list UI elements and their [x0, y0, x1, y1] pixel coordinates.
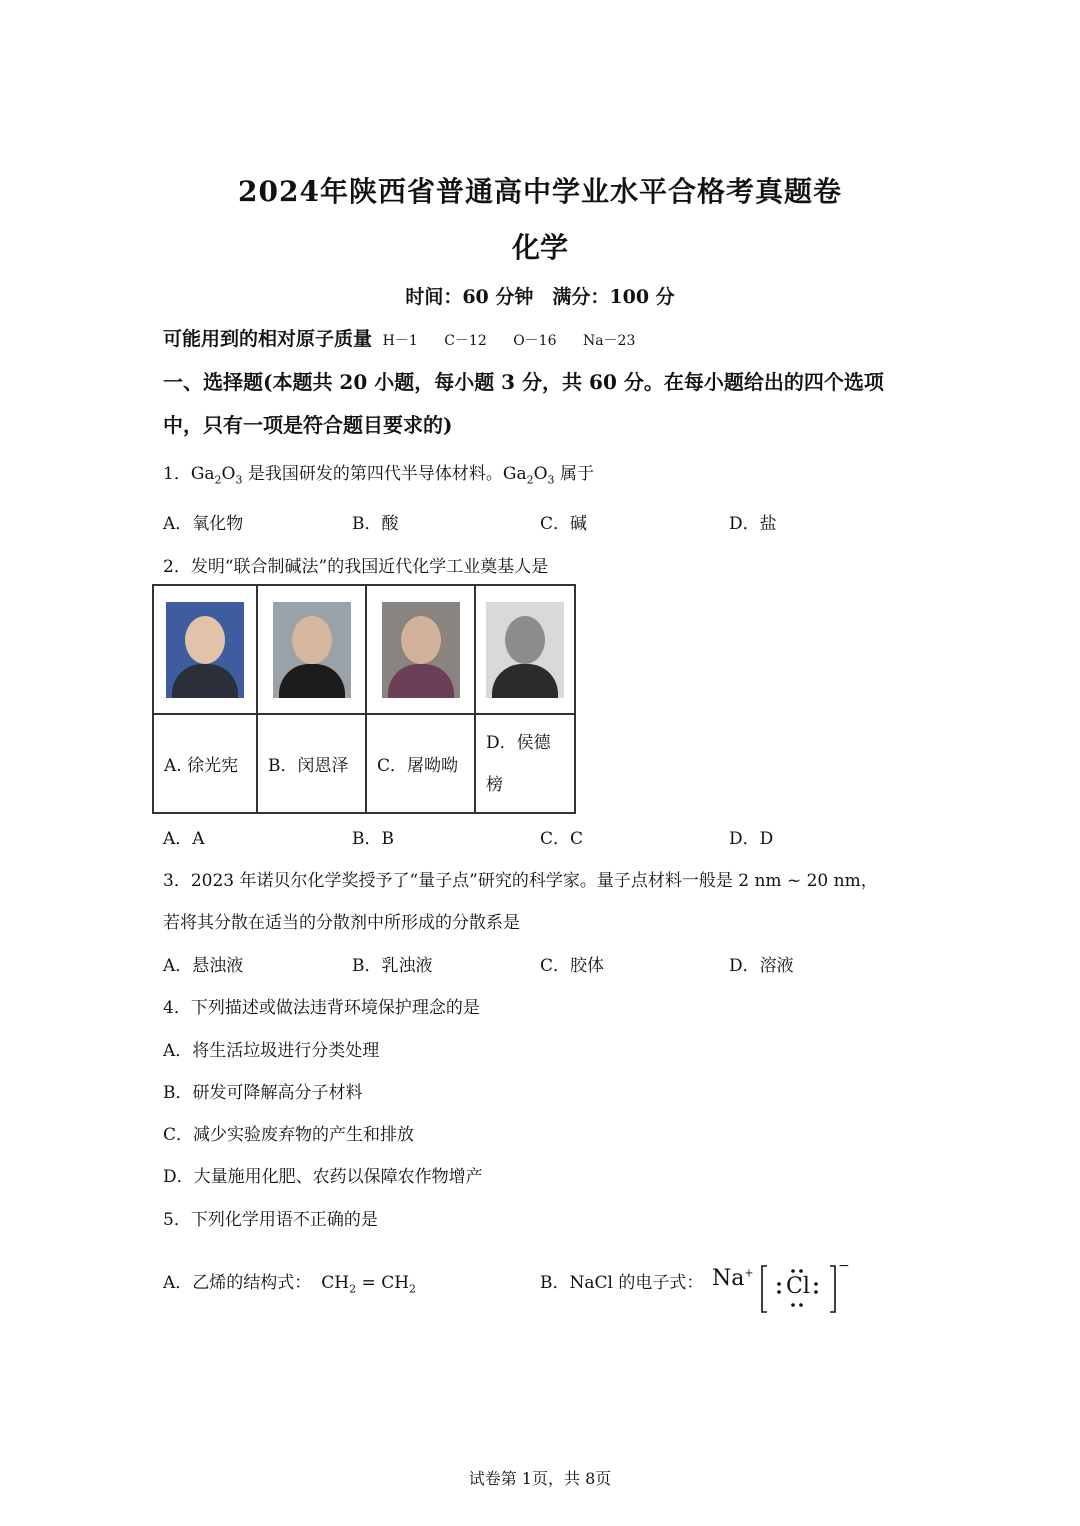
photo-cell-c: [366, 585, 475, 714]
section-heading-line2: 中，只有一项是符合题目要求的): [163, 413, 453, 437]
name-cell-d: [475, 714, 575, 813]
q1-option-c: C．碱: [540, 514, 588, 534]
q3-option-b: B．乳浊液: [352, 956, 433, 976]
q1-text-end: 属于: [554, 464, 594, 484]
name-cell-b: B．闵恩泽: [257, 714, 366, 813]
portrait-b: [273, 602, 351, 698]
question-4: 4．下列描述或做法违背环境保护理念的是: [163, 998, 480, 1018]
page-footer: 试卷第 1页，共 8页: [468, 1469, 612, 1488]
mass-na: Na－23: [582, 333, 636, 349]
q2-option-b: B．B: [352, 829, 394, 849]
sodium-ion: Na+: [712, 1266, 754, 1291]
q1-number: 1．: [163, 464, 191, 484]
section-heading-line1: 一、选择题(本题共 20 小题，每小题 3 分，共 60 分。在每小题给出的四个选项: [163, 370, 884, 394]
q2-option-a: A．A: [163, 829, 205, 849]
chlorine-symbol: Cl: [786, 1274, 810, 1299]
name-cell-a: A. 徐光宪: [153, 714, 257, 813]
portrait-c: [382, 602, 460, 698]
photo-cell-d: [475, 585, 575, 714]
name-cell-c: C．屠呦呦: [366, 714, 475, 813]
q3-option-a: A．悬浊液: [163, 956, 244, 976]
q4-option-a: A．将生活垃圾进行分类处理: [163, 1041, 380, 1061]
question-3-line1: 3．2023 年诺贝尔化学奖授予了“量子点”研究的科学家。量子点材料一般是 2 nm ~ 20 nm，: [163, 871, 878, 891]
exam-title: 2024年陕西省普通高中学业水平合格考真题卷: [238, 175, 842, 208]
atomic-masses-label: 可能用到的相对原子质量: [163, 328, 373, 350]
q1-option-b: B．酸: [352, 514, 399, 534]
question-2: 2．发明“联合制碱法”的我国近代化学工业奠基人是: [163, 557, 549, 577]
q4-option-d: D．大量施用化肥、农药以保障农作物增产: [163, 1167, 483, 1187]
subject-title: 化学: [511, 231, 568, 264]
photo-cell-a: [153, 585, 257, 714]
q1-text: 是我国研发的第四代半导体材料。: [242, 464, 503, 484]
question-3-line2: 若将其分散在适当的分散剂中所形成的分散系是: [163, 913, 520, 933]
time-score-info: 时间：60 分钟 满分：100 分: [405, 286, 675, 308]
q4-option-c: C．减少实验废弃物的产生和排放: [163, 1125, 415, 1145]
q1-formula-1: $Ga_2O_3$: [190, 464, 243, 487]
question-1: [163, 459, 594, 486]
q3-option-c: C．胶体: [540, 956, 605, 976]
name-cell-d-line1: D．侯德: [486, 732, 551, 753]
q5-option-a-label: A．乙烯的结构式：: [163, 1273, 312, 1293]
photo-cell-b: [257, 585, 366, 714]
atomic-masses: [163, 324, 657, 351]
nacl-electron-formula: [712, 1258, 852, 1318]
portrait-a: [166, 602, 244, 698]
q4-option-b: B．研发可降解高分子材料: [163, 1083, 363, 1103]
portrait-d: [486, 602, 564, 698]
atomic-masses-values: [383, 333, 658, 349]
q5-option-a: [163, 1268, 416, 1295]
question-5: 5．下列化学用语不正确的是: [163, 1210, 378, 1230]
q3-option-d: D．溶液: [729, 956, 794, 976]
q2-option-c: C．C: [540, 829, 584, 849]
chloride-charge: −: [838, 1258, 850, 1274]
mass-h: H－1: [382, 333, 418, 349]
chloride-bracket: [712, 1262, 852, 1318]
q1-formula-2: $Ga_2O_3$: [502, 464, 555, 487]
mass-c: C－12: [444, 333, 487, 349]
name-cell-d-line2: 榜: [486, 774, 503, 795]
q5-option-b-label: B．NaCl 的电子式：: [540, 1273, 704, 1293]
q1-option-d: D．盐: [729, 514, 777, 534]
ethylene-structural-formula: $CH_2 = CH_2$: [321, 1273, 417, 1296]
mass-o: O－16: [513, 333, 557, 349]
scientist-table: [152, 584, 576, 814]
q1-option-a: A．氧化物: [163, 514, 244, 534]
q2-option-d: D．D: [729, 829, 774, 849]
